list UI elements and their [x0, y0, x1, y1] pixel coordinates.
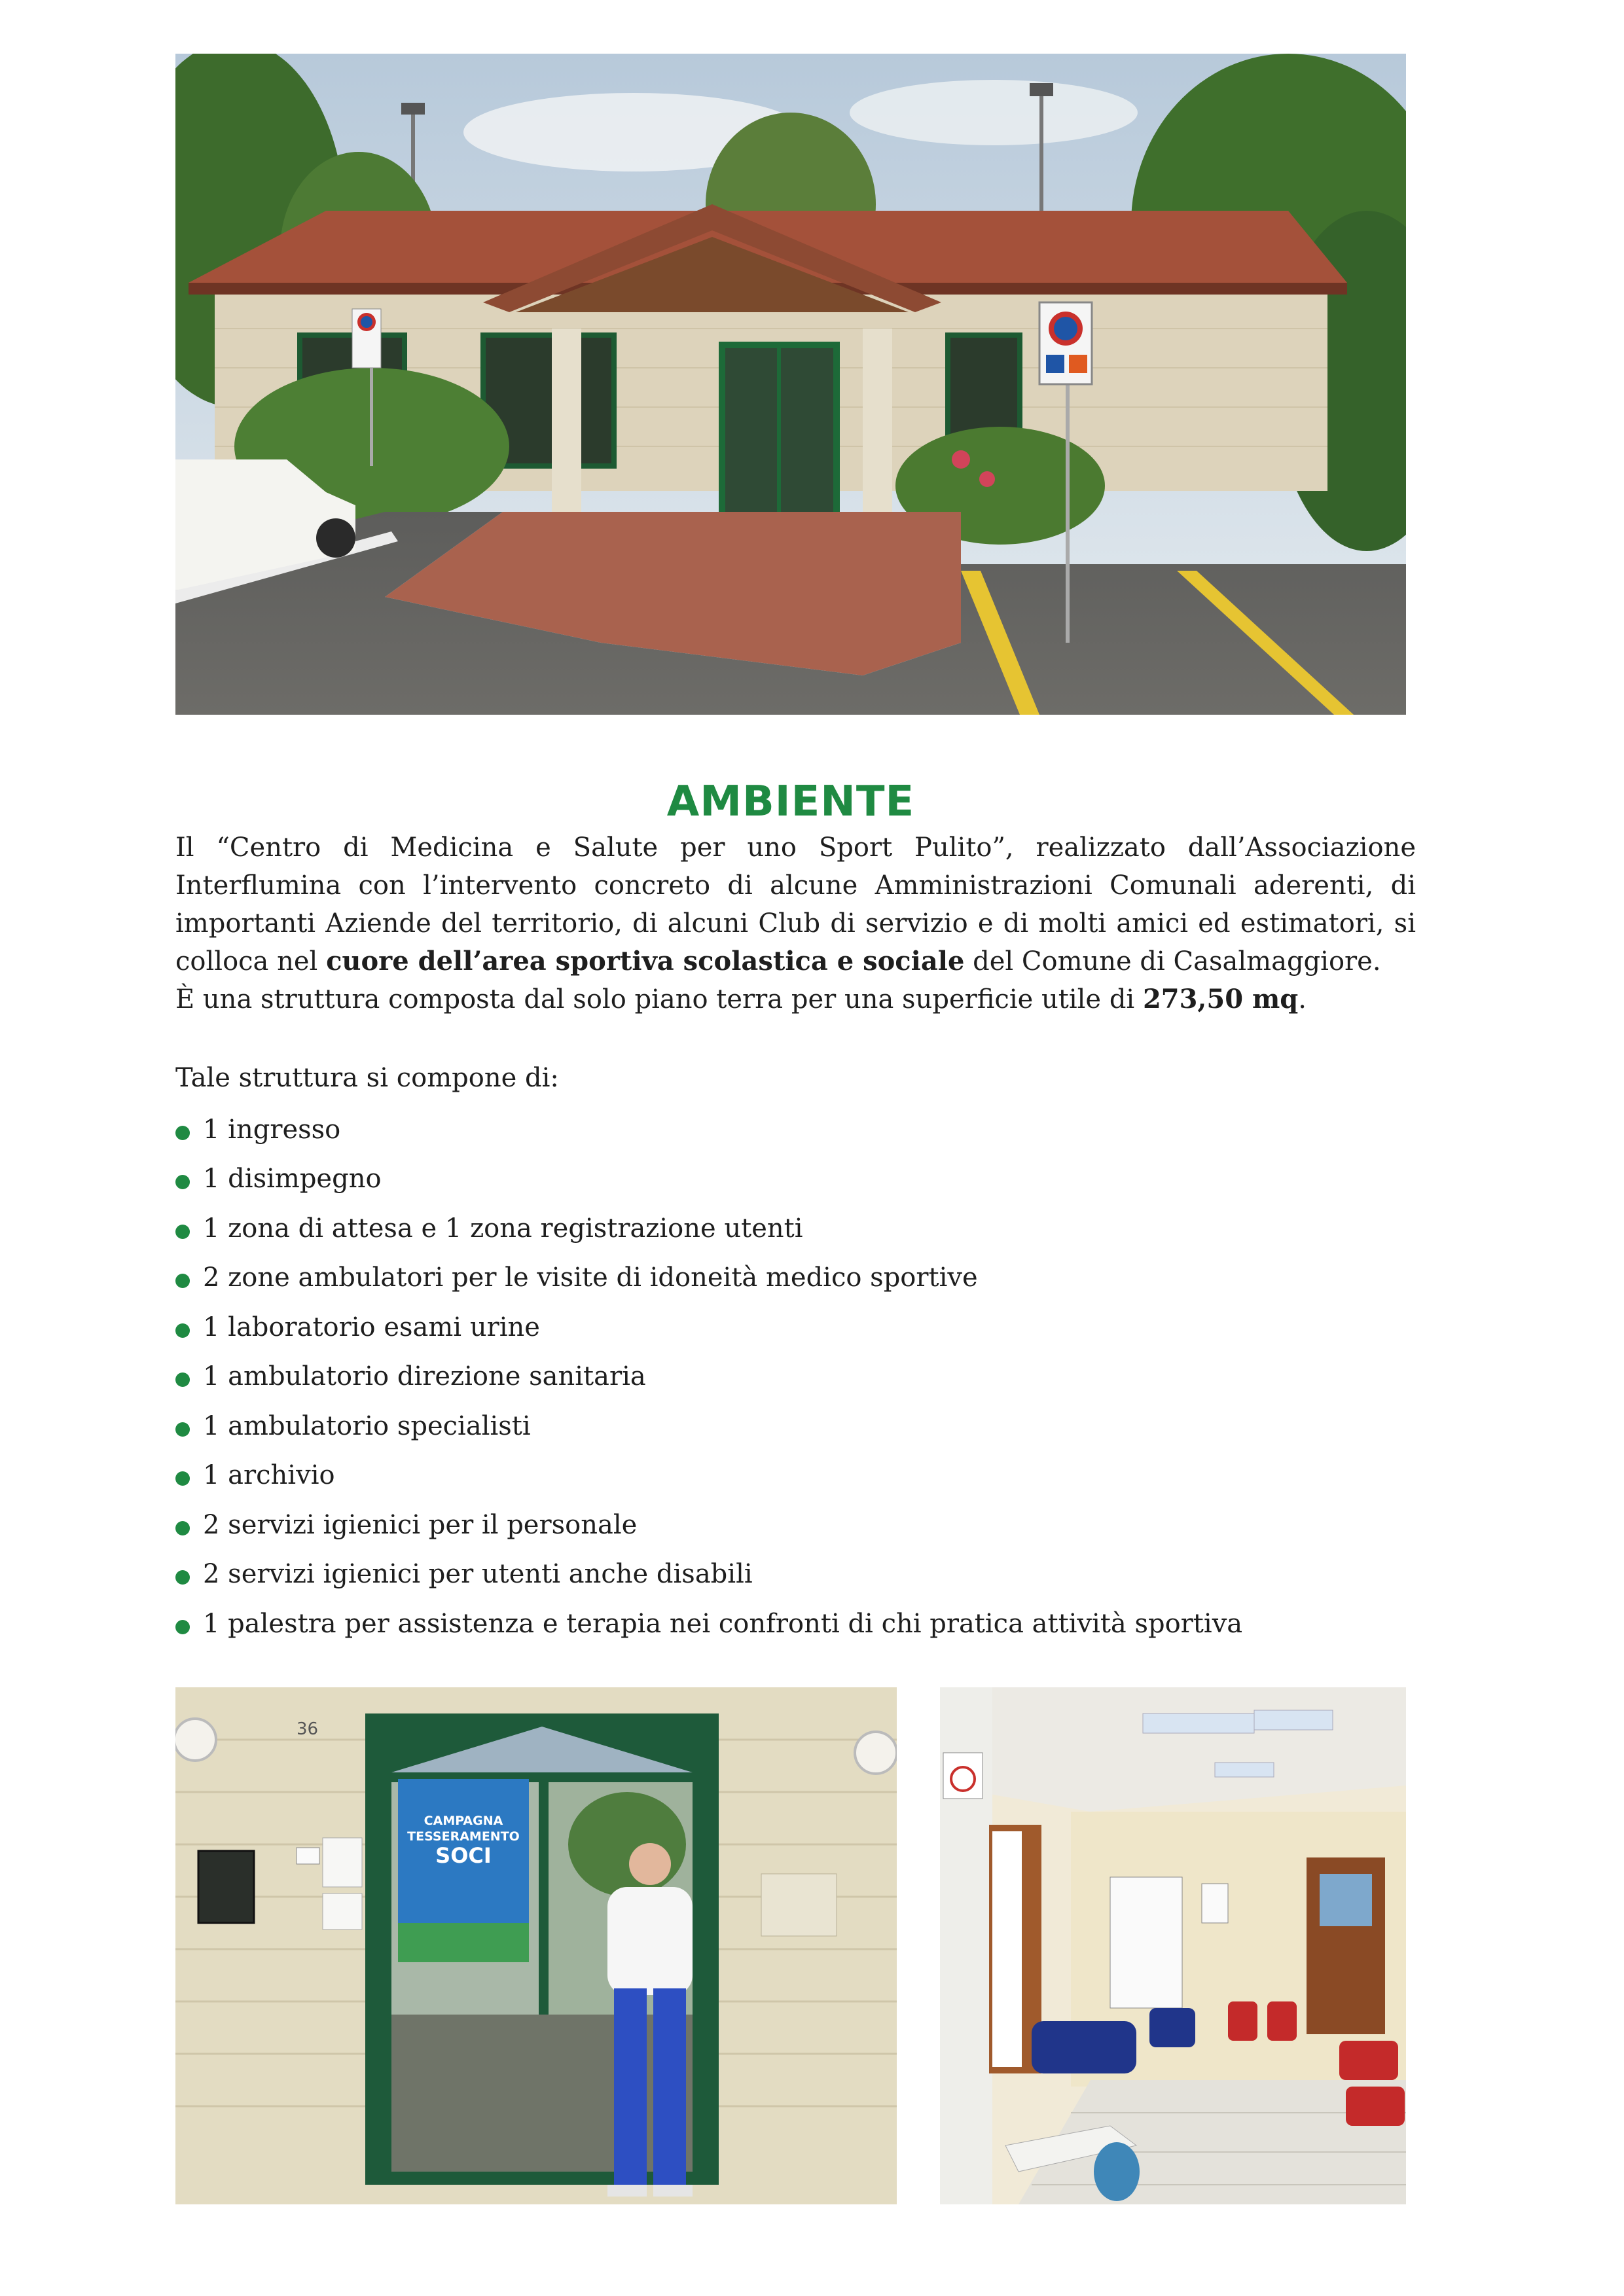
list-item-text: 1 ambulatorio direzione sanitaria: [203, 1361, 646, 1392]
intro-part2: del Comune di Casalmaggiore.: [964, 946, 1381, 977]
poster-line1: CAMPAGNA: [424, 1814, 503, 1828]
bullet-icon: [175, 1620, 190, 1634]
bullet-icon: [175, 1175, 190, 1189]
section-heading: AMBIENTE: [666, 778, 915, 826]
list-item: [175, 1599, 1242, 1649]
intro-line2-end: .: [1298, 984, 1307, 1014]
facilities-list: [175, 1105, 1242, 1649]
entrance-photo: [175, 1687, 897, 2204]
list-item: [175, 1155, 1242, 1204]
list-item-text: 1 laboratorio esami urine: [203, 1312, 540, 1342]
bullet-icon: [175, 1323, 190, 1338]
list-intro: Tale struttura si compone di:: [175, 1063, 559, 1093]
list-item: [175, 1550, 1242, 1600]
door-number: 36: [297, 1719, 319, 1739]
area-value: 273,50 mq: [1142, 984, 1299, 1014]
bullet-icon: [175, 1570, 190, 1585]
list-item: [175, 1253, 1242, 1303]
list-item: [175, 1105, 1242, 1155]
list-item: [175, 1401, 1242, 1451]
list-item-text: 1 archivio: [203, 1460, 335, 1491]
list-item-text: 1 ambulatorio specialisti: [203, 1410, 531, 1441]
bullet-icon: [175, 1126, 190, 1140]
list-item-text: 2 zone ambulatori per le visite di idoneità medico sportive: [203, 1263, 978, 1293]
list-item-text: 2 servizi igienici per utenti anche disabili: [203, 1559, 753, 1590]
list-item-text: 1 ingresso: [203, 1114, 341, 1145]
list-item: [175, 1302, 1242, 1352]
poster-line2: TESSERAMENTO: [407, 1829, 520, 1844]
intro-text: [175, 829, 1416, 1018]
poster-line3: SOCI: [435, 1843, 492, 1868]
list-item: [175, 1352, 1242, 1402]
list-item-text: 2 servizi igienici per il personale: [203, 1509, 638, 1540]
bullet-icon: [175, 1422, 190, 1437]
list-item-text: 1 palestra per assistenza e terapia nei confronti di chi pratica attività sportiva: [203, 1608, 1243, 1639]
list-item-text: 1 disimpegno: [203, 1164, 382, 1194]
interior-photo: [940, 1687, 1406, 2204]
bullet-icon: [175, 1225, 190, 1239]
bullet-icon: [175, 1274, 190, 1288]
list-item: [175, 1204, 1242, 1253]
building-exterior-photo: [175, 54, 1406, 715]
list-item: [175, 1500, 1242, 1550]
bullet-icon: [175, 1521, 190, 1535]
intro-line2: È una struttura composta dal solo piano terra per una superficie utile di: [175, 984, 1143, 1014]
bullet-icon: [175, 1471, 190, 1486]
list-item-text: 1 zona di attesa e 1 zona registrazione utenti: [203, 1213, 803, 1244]
bullet-icon: [175, 1372, 190, 1387]
list-item: [175, 1451, 1242, 1501]
intro-part1: Il “Centro di Medicina e Salute per uno Sport Pulito”, realizzato dall’Associazione Interflumina con l’intervento concreto di alcune Amministrazioni Comunali aderenti, di importanti Aziende del territorio, di alcuni Club di servizio e di molti amici ed estimatori, si colloca nel: [175, 833, 1416, 977]
intro-bold-location: cuore dell’area sportiva scolastica e sociale: [326, 946, 965, 977]
